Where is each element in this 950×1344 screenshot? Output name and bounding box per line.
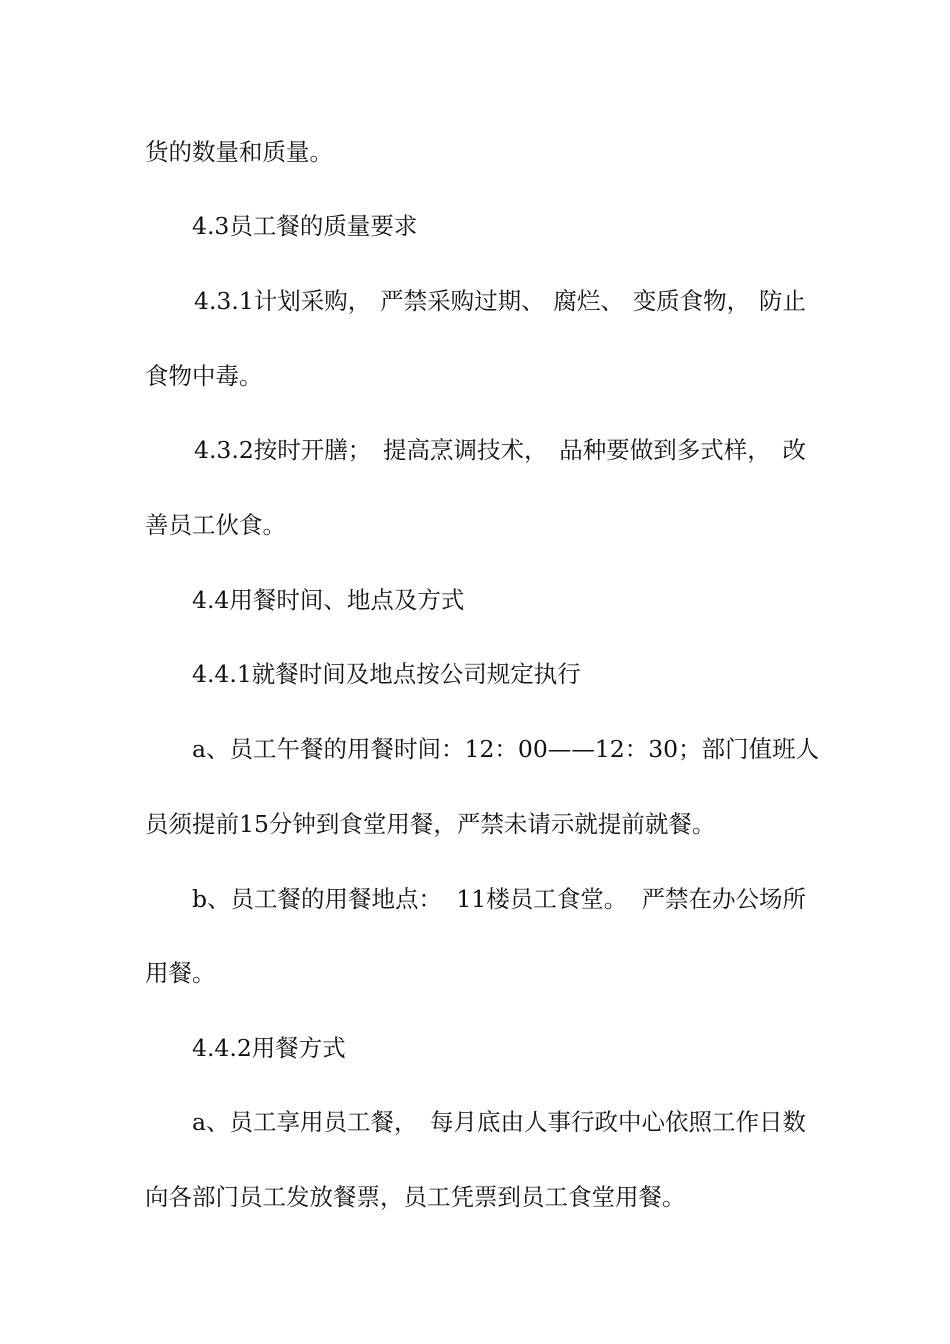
text-segment: 腐烂、 xyxy=(553,287,624,315)
paragraph-line xyxy=(194,281,806,321)
paragraph-line: 员须提前15分钟到食堂用餐，严禁未请示就提前就餐。 xyxy=(145,810,716,838)
text-segment: b、员工餐的用餐地点： xyxy=(192,885,443,913)
paragraph-line xyxy=(192,729,820,769)
paragraph-line: 用餐。 xyxy=(145,959,216,987)
text-segment: 防止 xyxy=(758,287,806,315)
section-heading-4-4: 4.4用餐时间、地点及方式 xyxy=(192,586,465,614)
subsection-heading-4-4-1: 4.4.1就餐时间及地点按公司规定执行 xyxy=(192,660,581,688)
text-segment: 变质食物， xyxy=(632,287,751,315)
paragraph-line: 食物中毒。 xyxy=(145,362,263,390)
text-segment: 每月底由人事行政中心依照工作日数 xyxy=(430,1108,806,1136)
paragraph-line: 向各部门员工发放餐票，员工凭票到员工食堂用餐。 xyxy=(145,1183,686,1211)
text-segment: 提高烹调技术， xyxy=(383,436,548,464)
text-segment: 4.3.1计划采购， xyxy=(194,287,372,315)
paragraph-line xyxy=(194,430,806,470)
text-segment: 12：00——12：30； xyxy=(464,735,702,763)
text-segment: 部门值班人 xyxy=(701,735,820,763)
text-segment: 11楼员工食堂。 xyxy=(456,885,628,913)
paragraph-line: 善员工伙食。 xyxy=(145,511,286,539)
section-heading-4-3: 4.3员工餐的质量要求 xyxy=(192,212,418,240)
text-segment: 严禁在办公场所 xyxy=(641,885,806,913)
text-segment: 改 xyxy=(782,436,806,464)
text-segment: 4.3.2按时开膳； xyxy=(194,436,372,464)
text-segment: 品种要做到多式样， xyxy=(559,436,771,464)
text-segment: a、员工享用员工餐， xyxy=(192,1108,418,1136)
subsection-heading-4-4-2: 4.4.2用餐方式 xyxy=(192,1034,346,1062)
text-segment: 严禁采购过期、 xyxy=(380,287,545,315)
paragraph-line xyxy=(192,879,806,919)
paragraph-line xyxy=(192,1102,806,1142)
paragraph-line: 货的数量和质量。 xyxy=(145,138,333,166)
text-segment: a、员工午餐的用餐时间： xyxy=(192,735,465,763)
